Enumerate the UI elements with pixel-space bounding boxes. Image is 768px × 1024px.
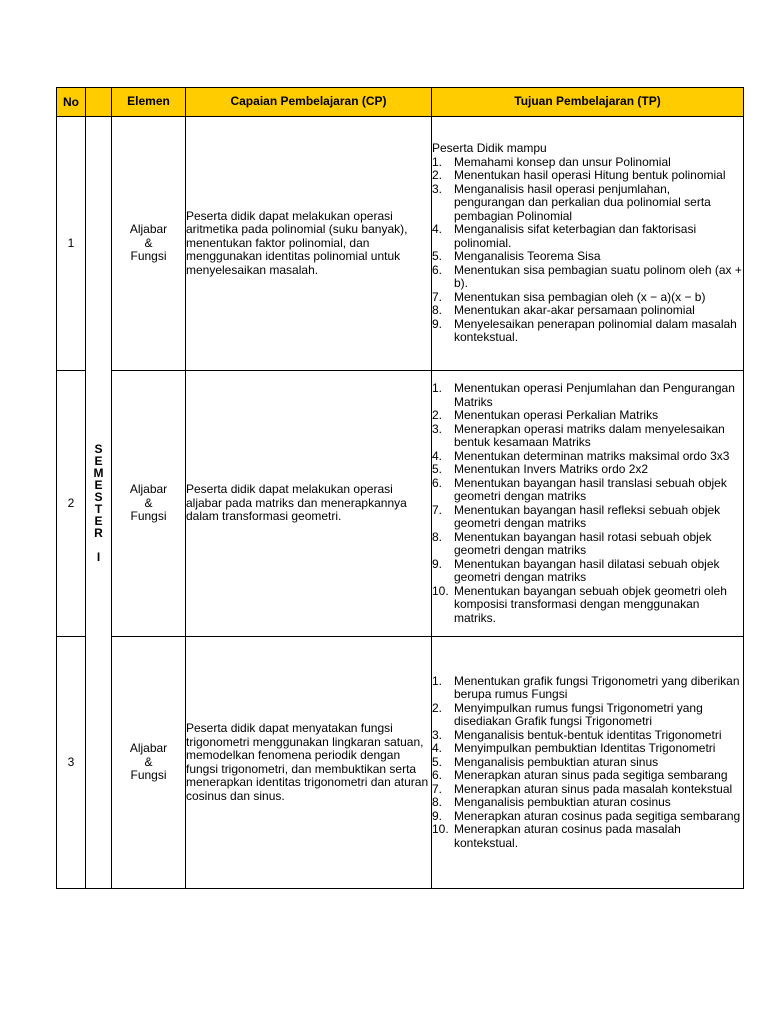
- tp-cell: [432, 117, 744, 371]
- semester-letter: E: [94, 477, 103, 492]
- tp-item: 3. Menerapkan operasi matriks dalam menyelesaikan bentuk kesamaan Matriks: [432, 421, 725, 449]
- elemen-cell: [112, 117, 186, 371]
- elemen-line: &: [144, 495, 153, 510]
- tp-item: 3. Menganalisis hasil operasi penjumlahan, pengurangan dan perkalian dua polinomial serta pembagian Polinomial: [432, 181, 711, 223]
- elemen-line: &: [144, 235, 153, 250]
- header-tp: Tujuan Pembelajaran (TP): [432, 88, 744, 117]
- tp-item: 8. Menentukan bayangan hasil rotasi sebuah objek geometri dengan matriks: [432, 529, 712, 557]
- elemen-cell: [112, 637, 186, 889]
- tp-item: 5. Menganalisis pembuktian aturan sinus: [432, 754, 659, 769]
- elemen-line: Aljabar: [129, 222, 168, 237]
- elemen-line: Fungsi: [130, 249, 167, 264]
- tp-item: 7. Menentukan sisa pembagian oleh (x − a)(x − b): [432, 289, 706, 304]
- semester-letter: E: [94, 453, 103, 468]
- semester-letter: S: [94, 489, 103, 504]
- semester-letter: T: [94, 501, 103, 516]
- tp-item: 6. Menerapkan aturan sinus pada segitiga sembarang: [432, 768, 728, 783]
- elemen-line: &: [144, 754, 153, 769]
- tp-item: 6. Menentukan bayangan hasil translasi sebuah objek geometri dengan matriks: [432, 475, 727, 503]
- row-number: 1: [57, 117, 86, 371]
- header-cp: Capaian Pembelajaran (CP): [186, 88, 432, 117]
- table-row: [57, 371, 744, 637]
- tp-item: 9. Menyelesaikan penerapan polinomial dalam masalah kontekstual.: [432, 316, 737, 345]
- semester-letter-gap: [86, 539, 111, 551]
- elemen-line: Fungsi: [130, 768, 167, 783]
- elemen-line: Fungsi: [130, 509, 167, 524]
- tp-item: 3. Menganalisis bentuk-bentuk identitas Trigonometri: [432, 727, 722, 742]
- cp-cell: Peserta didik dapat melakukan operasi aritmetika pada polinomial (suku banyak), menentukan faktor polinomial, dan menggunakan identitas polinomial untuk menyelesaikan masalah.: [186, 117, 432, 371]
- semester-letter: M: [93, 465, 104, 480]
- header-elemen: Elemen: [112, 88, 186, 117]
- tp-item: 10. Menerapkan aturan cosinus pada masalah kontekstual.: [432, 822, 681, 850]
- table-row: [57, 637, 744, 889]
- semester-letter: I: [96, 549, 101, 564]
- header-semester-blank: [86, 88, 112, 117]
- tp-item: 8. Menganalisis pembuktian aturan cosinus: [432, 795, 671, 810]
- tp-item: 2. Menyimpulkan rumus fungsi Trigonometri yang disediakan Grafik fungsi Trigonometri: [432, 700, 703, 729]
- tp-item: 2. Menentukan hasil operasi Hitung bentuk polinomial: [432, 168, 726, 183]
- elemen-cell: [112, 371, 186, 637]
- tp-item: 6. Menentukan sisa pembagian suatu polinom oleh (ax + b).: [432, 262, 742, 291]
- semester-letter: S: [94, 441, 103, 456]
- tp-item: 1. Menentukan operasi Penjumlahan dan Pengurangan Matriks: [432, 381, 735, 409]
- tp-item: 4. Menentukan determinan matriks maksimal ordo 3x3: [432, 448, 730, 463]
- tp-item: 2. Menentukan operasi Perkalian Matriks: [432, 408, 659, 422]
- tp-item: 5. Menganalisis Teorema Sisa: [432, 249, 601, 264]
- tp-item: 10. Menentukan bayangan sebuah objek geometri oleh komposisi transformasi dengan menggunakan matriks.: [432, 583, 727, 625]
- row-number: 2: [57, 371, 86, 637]
- semester-label: [86, 117, 112, 889]
- tp-item: 7. Menerapkan aturan sinus pada masalah kontekstual: [432, 781, 733, 796]
- cp-cell: Peserta didik dapat menyatakan fungsi trigonometri menggunakan lingkaran satuan, memodelkan fenomena periodik dengan fungsi trigonometri, dan membuktikan serta menerapkan identitas trigonometri dan aturan cosinus dan sinus.: [186, 637, 432, 889]
- tp-list: [432, 675, 743, 851]
- tp-item: 5. Menentukan Invers Matriks ordo 2x2: [432, 462, 649, 476]
- cp-tp-table: [56, 87, 744, 889]
- cp-cell: Peserta didik dapat melakukan operasi aljabar pada matriks dan menerapkannya dalam transformasi geometri.: [186, 371, 432, 637]
- header-no: No: [57, 88, 86, 117]
- semester-letter: R: [94, 525, 103, 540]
- tp-intro: Peserta Didik mampu: [432, 141, 547, 156]
- tp-item: 9. Menerapkan aturan cosinus pada segitiga sembarang: [432, 808, 741, 823]
- tp-cell: [432, 637, 744, 889]
- tp-item: 8. Menentukan akar-akar persamaan polinomial: [432, 303, 695, 318]
- tp-item: 1. Menentukan grafik fungsi Trigonometri yang diberikan berupa rumus Fungsi: [432, 673, 740, 702]
- tp-item: 1. Memahami konsep dan unsur Polinomial: [432, 154, 671, 169]
- tp-item: 4. Menganalisis sifat keterbagian dan faktorisasi polinomial.: [432, 222, 697, 250]
- row-number: 3: [57, 637, 86, 889]
- tp-item: 7. Menentukan bayangan hasil refleksi sebuah objek geometri dengan matriks: [432, 502, 721, 530]
- tp-list: [432, 382, 743, 625]
- table-row: [57, 117, 744, 371]
- elemen-line: Aljabar: [129, 741, 168, 756]
- tp-item: 9. Menentukan bayangan hasil dilatasi sebuah objek geometri dengan matriks: [432, 556, 720, 584]
- header-row: [57, 88, 744, 117]
- tp-list: [432, 156, 743, 345]
- tp-cell: [432, 371, 744, 637]
- tp-item: 4. Menyimpulkan pembuktian Identitas Trigonometri: [432, 741, 716, 756]
- elemen-line: Aljabar: [129, 482, 168, 497]
- semester-letter: E: [94, 513, 103, 528]
